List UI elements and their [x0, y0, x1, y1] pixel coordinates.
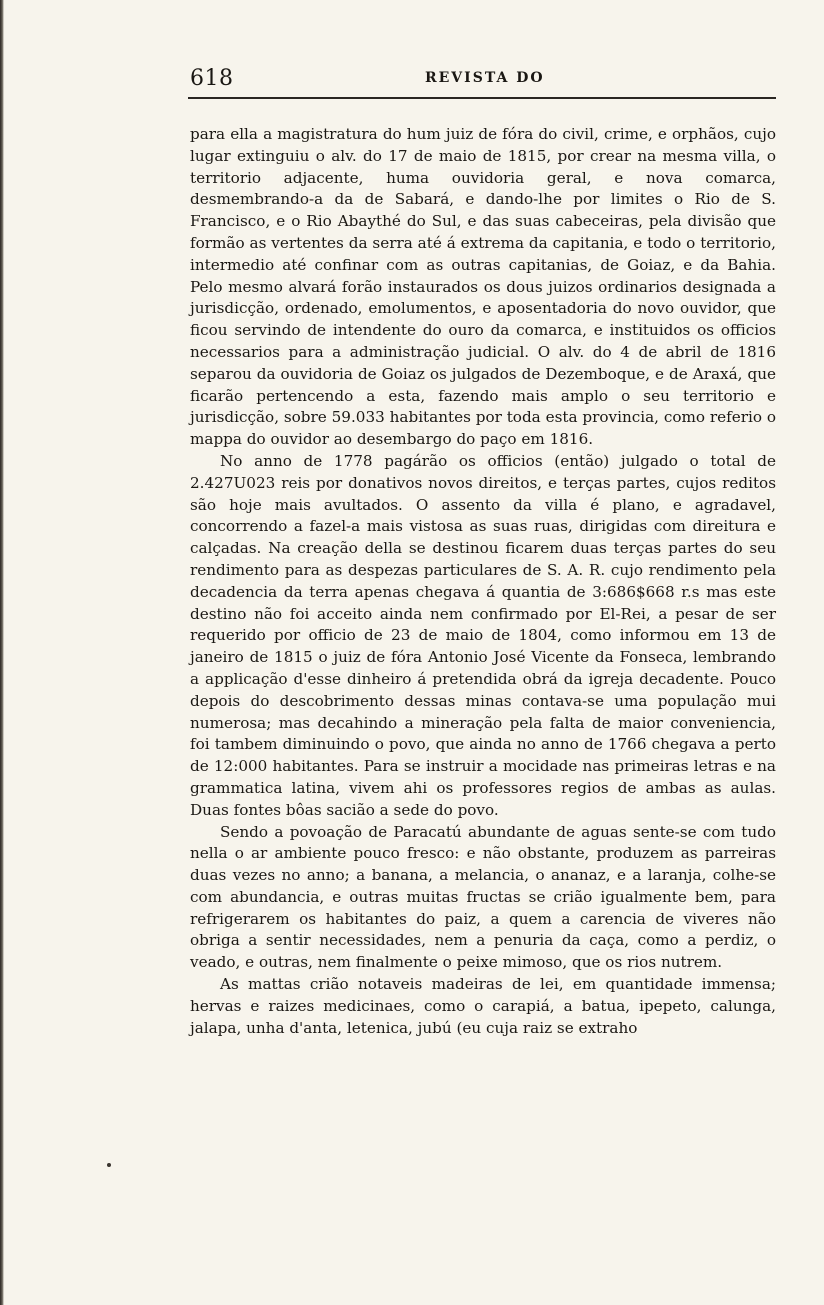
page-header [190, 66, 776, 94]
running-head: REVISTA DO [425, 70, 545, 86]
header-rule [188, 97, 776, 99]
paragraph-magistratura: para ella a magistratura do hum juiz de fóra do civil, crime, e orphãos, cujo lugar extinguiu o alv. do 17 de maio de 1815, por crear na mesma villa, o territorio adjacente, huma ouvidoria geral, e nova comarca, desmembrando-a da de Sabará, e dando-lhe por limites o Rio de S. Francisco, e o Rio Abaythé do Sul, e das suas cabeceiras, pela divisão que formão as vertentes da serra até á extrema da capitania, e todo o territorio, intermedio até confinar com as outras capitanias, de Goiaz, e da Bahia. Pelo mesmo alvará forão instaurados os dous juizos ordinarios designada a jurisdicção, ordenado, emolumentos, e aposentadoria do novo ouvidor, que ficou servindo de intendente do ouro da comarca, e instituidos os officios necessarios para a administração judicial. O alv. do 4 de abril de 1816 separou da ouvidoria de Goiaz os julgados de Dezemboque, e de Araxá, que ficarão pertencendo a esta, fazendo mais amplo o seu territorio e jurisdicção, sobre 59.033 habitantes por toda esta provincia, como referio o mappa do ouvidor ao desembargo do paço em 1816. [190, 125, 776, 449]
body-text [190, 124, 776, 1039]
paragraph-anno-1778: No anno de 1778 pagárão os officios (então) julgado o total de 2.427U023 reis por donativos novos direitos, e terças partes, cujos reditos são hoje mais avultados. O assento da villa é plano, e agradavel, concorrendo a fazel-a mais vistosa as suas ruas, dirigidas com direitura e calçadas. Na creação della se destinou ficarem duas terças partes do seu rendimento para as despezas particulares de S. A. R. cujo rendimento pela decadencia da terra apenas chegava á quantia de 3:686$668 r.s mas este destino não foi acceito ainda nem confirmado por El-Rei, a pesar de ser requerido por officio de 23 de maio de 1804, como informou em 13 de janeiro de 1815 o juiz de fóra Antonio José Vicente da Fonseca, lembrando a applicação d'esse dinheiro á pretendida obrá da igreja decadente. Pouco depois do descobrimento dessas minas contava-se uma população mui numerosa; mas decahindo a mineração pela falta de maior conveniencia, foi tambem diminuindo o povo, que ainda no anno de 1766 chegava a perto de 12:000 habitantes. Para se instruir a mocidade nas primeiras letras e na grammatica latina, vivem ahi os professores regios de ambas as aulas. Duas fontes bôas sacião a sede do povo. [190, 451, 776, 819]
margin-speck [107, 1163, 111, 1167]
paragraph-povoacao-paracatu: Sendo a povoação de Paracatú abundante de aguas sente-se com tudo nella o ar ambiente pouco fresco: e não obstante, produzem as parreiras duas vezes no anno; a banana, a melancia, o ananaz, e a laranja, colhe-se com abundancia, e outras muitas fructas se crião igualmente bem, para refrigerarem os habitantes do paiz, a quem a carencia de viveres não obriga a sentir necessidades, nem a penuria da caça, como a perdiz, o veado, e outras, nem finalmente o peixe mimoso, que os rios nutrem. [190, 822, 776, 972]
page-number: 618 [190, 66, 234, 91]
page-edge-shadow [0, 0, 4, 1305]
paragraph-mattas: As mattas crião notaveis madeiras de lei, em quantidade immensa; hervas e raizes medicinaes, como o carapiá, a batua, ipepeto, calunga, jalapa, unha d'anta, letenica, jubú (eu cuja raiz se extraho [190, 975, 776, 1037]
